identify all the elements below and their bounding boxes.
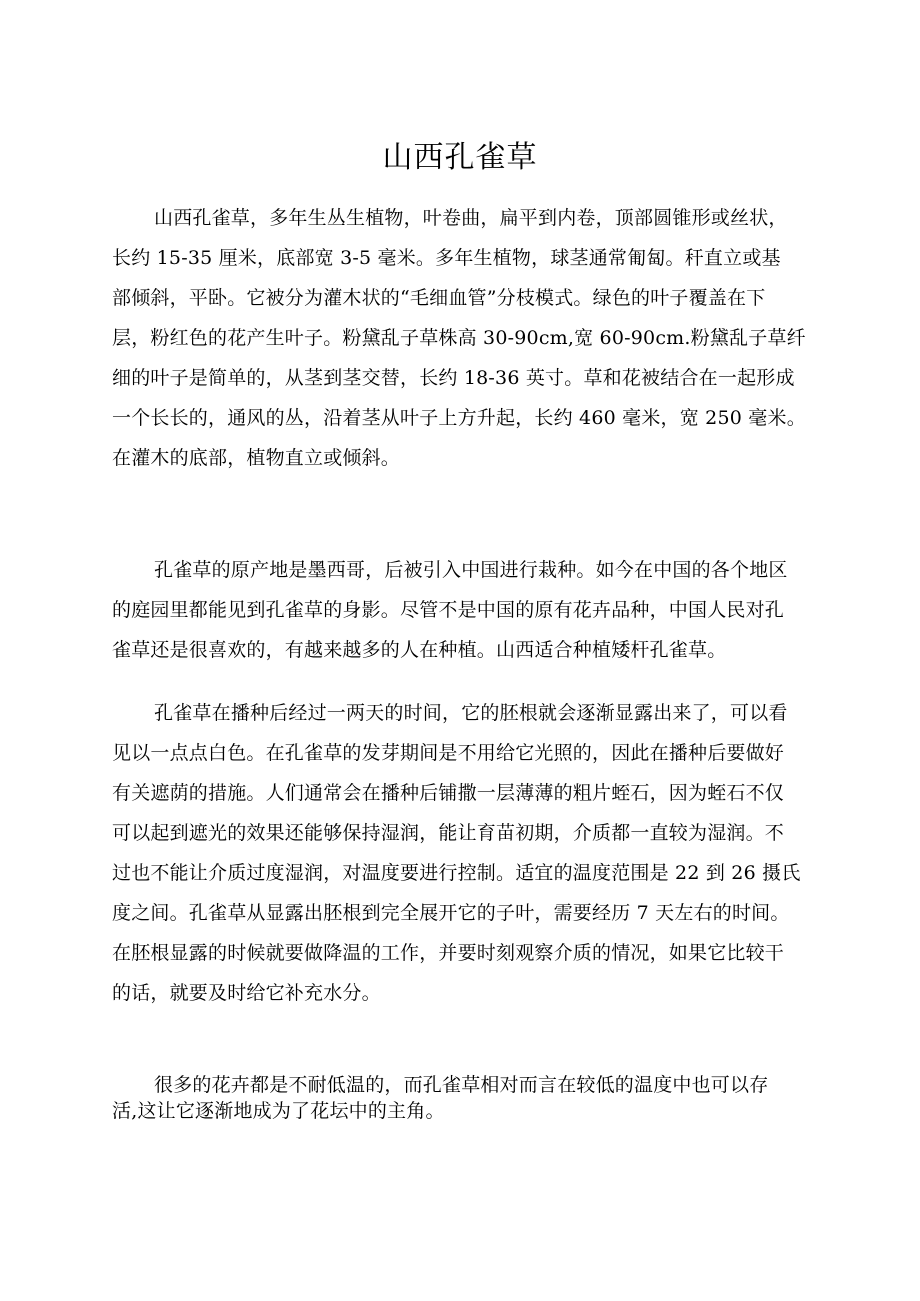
paragraph-germination bbox=[112, 693, 822, 1013]
paragraph-line: 雀草还是很喜欢的，有越来越多的人在种植。山西适合种植矮杆孔雀草。 bbox=[112, 639, 727, 661]
paragraph-line: 长约 15-35 厘米，底部宽 3-5 毫米。多年生植物，球茎通常匍匐。秆直立或基 bbox=[112, 247, 781, 269]
paragraph-line: 山西孔雀草，多年生丛生植物，叶卷曲，扁平到内卷，顶部圆锥形或丝状， bbox=[154, 207, 788, 229]
paragraph-line: 一个长长的，通风的丛，沿着茎从叶子上方升起，长约 460 毫米，宽 250 毫米。 bbox=[112, 407, 806, 429]
paragraph-line: 过也不能让介质过度湿润，对温度要进行控制。适宜的温度范围是 22 到 26 摄氏 bbox=[112, 862, 801, 884]
paragraph-origin bbox=[112, 550, 822, 670]
paragraph-line: 部倾斜，平卧。它被分为灌木状的“毛细血管”分枝模式。绿色的叶子覆盖在下 bbox=[112, 287, 766, 309]
paragraph-line: 在胚根显露的时候就要做降温的工作，并要时刻观察介质的情况，如果它比较干 bbox=[112, 942, 785, 964]
paragraph-line: 活,这让它逐渐地成为了花坛中的主角。 bbox=[112, 1100, 445, 1122]
paragraph-line: 有关遮荫的措施。人们通常会在播种后铺撒一层薄薄的粗片蛭石，因为蛭石不仅 bbox=[112, 782, 785, 804]
paragraph-line: 很多的花卉都是不耐低温的，而孔雀草相对而言在较低的温度中也可以存 bbox=[154, 1074, 769, 1096]
paragraph-cold-tolerance bbox=[112, 1072, 822, 1124]
paragraph-line: 在灌木的底部，植物直立或倾斜。 bbox=[112, 447, 401, 469]
paragraph-line: 孔雀草在播种后经过一两天的时间，它的胚根就会逐渐显露出来了，可以看 bbox=[154, 702, 788, 724]
paragraph-line: 孔雀草的原产地是墨西哥，后被引入中国进行栽种。如今在中国的各个地区 bbox=[154, 559, 788, 581]
paragraph-line: 度之间。孔雀草从显露出胚根到完全展开它的子叶，需要经历 7 天左右的时间。 bbox=[112, 902, 790, 924]
paragraph-line: 可以起到遮光的效果还能够保持湿润，能让育苗初期，介质都一直较为湿润。不 bbox=[112, 822, 785, 844]
paragraph-morphology bbox=[112, 198, 822, 478]
paragraph-line: 层，粉红色的花产生叶子。粉黛乱子草株高 30-90cm,宽 60-90cm.粉黛乱子草纤 bbox=[112, 327, 806, 349]
paragraph-line: 见以一点点白色。在孔雀草的发芽期间是不用给它光照的，因此在播种后要做好 bbox=[112, 742, 785, 764]
paragraph-line: 的话，就要及时给它补充水分。 bbox=[112, 982, 381, 1004]
paragraph-line: 细的叶子是简单的，从茎到茎交替，长约 18-36 英寸。草和花被结合在一起形成 bbox=[112, 367, 795, 389]
document-title: 山西孔雀草 bbox=[382, 140, 538, 176]
paragraph-line: 的庭园里都能见到孔雀草的身影。尽管不是中国的原有花卉品种，中国人民对孔 bbox=[112, 599, 785, 621]
